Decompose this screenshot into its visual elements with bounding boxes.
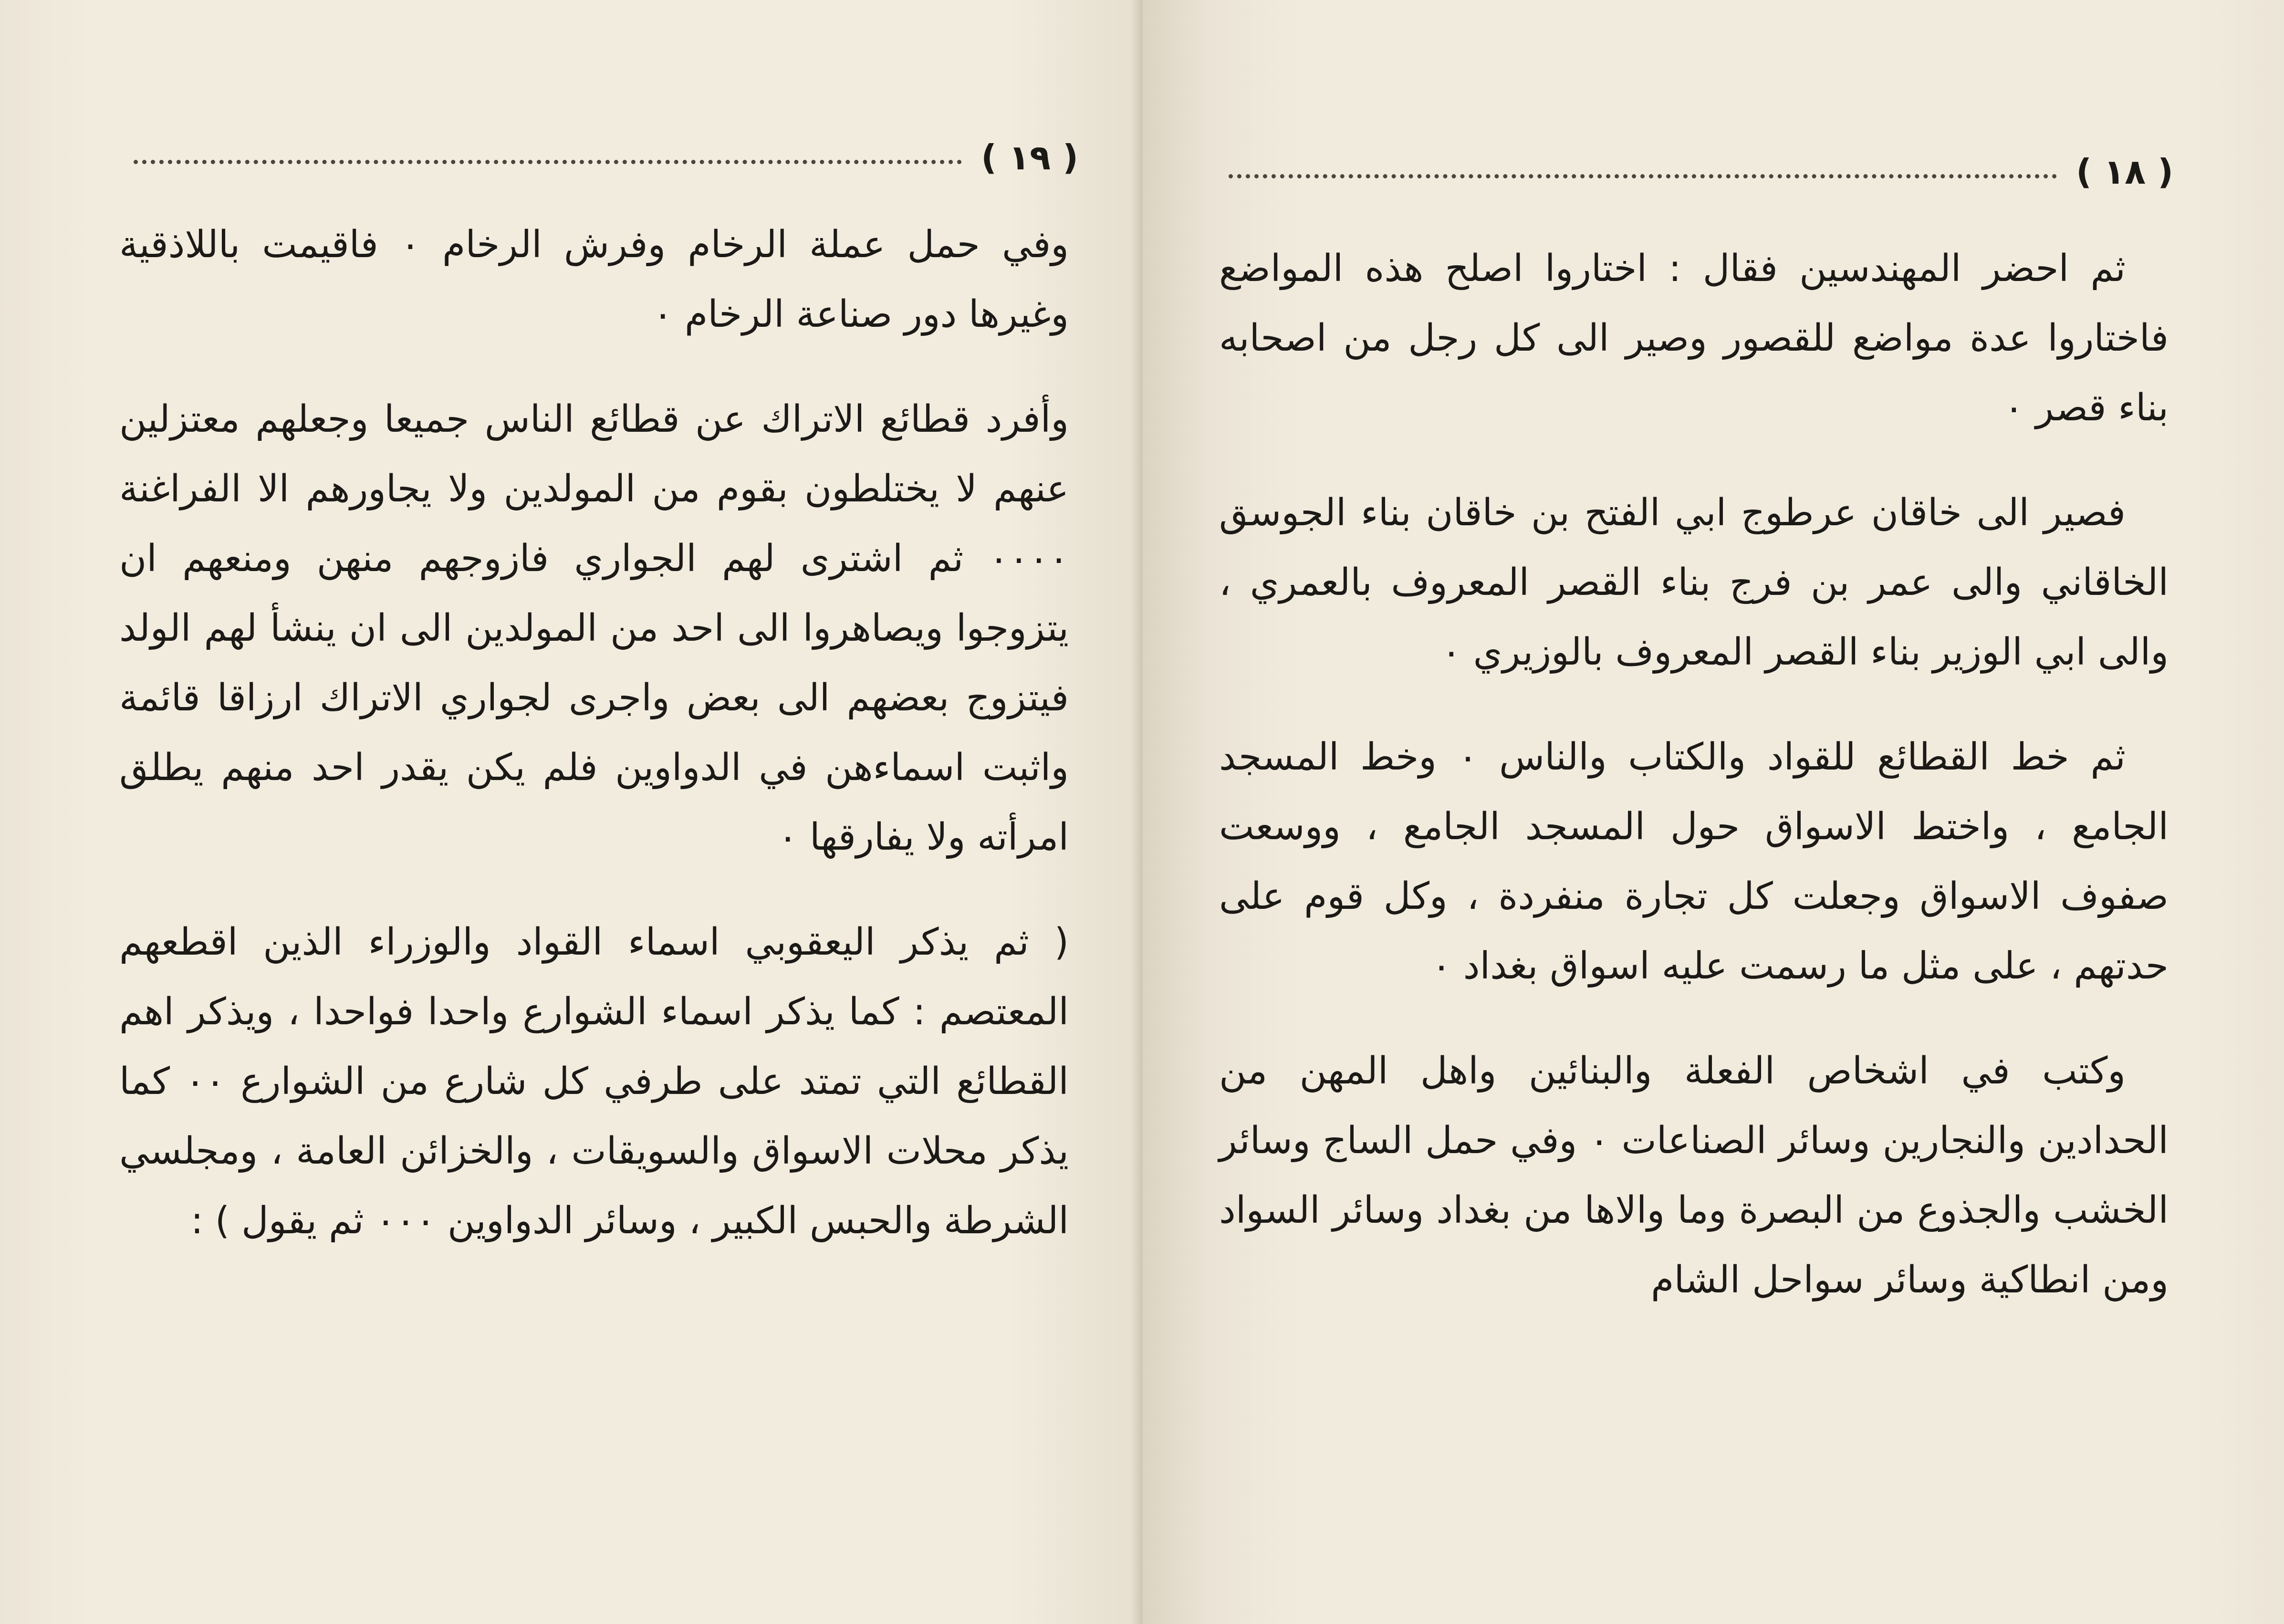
paragraph: وفي حمل عملة الرخام وفرش الرخام ٠ فاقيمت باللاذقية وغيرها دور صناعة الرخام ٠ [119,223,1069,336]
paragraph: وكتب في اشخاص الفعلة والبنائين واهل المهن من الحدادين والنجارين وسائر الصناعات ٠ وفي حمل الساج وسائر الخشب والجذوع من البصرة وما والاها من بغداد وسائر السواد ومن انطاكية وسائر سواحل الشام [1219,1050,2169,1301]
header-dotted-rule [1229,174,2057,178]
header-dotted-rule [134,160,962,164]
paragraph: ثم خط القطائع للقواد والكتاب والناس ٠ وخط المسجد الجامع ، واختط الاسواق حول المسجد الجامع ، ووسعت صفوف الاسواق وجعلت كل تجارة منفردة ، وكل قوم على حدتهم ، على مثل ما رسمت عليه اسواق بغداد ٠ [1219,736,2169,988]
right-page-text [1219,234,2169,1315]
paragraph: ( ثم يذكر اليعقوبي اسماء القواد والوزراء الذين اقطعهم المعتصم : كما يذكر اسماء الشوارع واحدا فواحدا ، ويذكر اهم القطائع التي تمتد على طرفي كل شارع من الشوارع ٠٠ كما يذكر محلات الاسواق والسويقات ، والخزائن العامة ، ومجلسي الشرطة والحبس الكبير ، وسائر الدواوين ٠٠٠ ثم يقول ) : [119,921,1069,1242]
paragraph: ثم احضر المهندسين فقال : اختاروا اصلح هذه المواضع فاختاروا عدة مواضع للقصور وصير الى كل رجل من اصحابه بناء قصر ٠ [1219,247,2169,429]
paragraph: وأفرد قطائع الاتراك عن قطائع الناس جميعا وجعلهم معتزلين عنهم لا يختلطون بقوم من المولدين ولا يجاورهم الا الفراغنة ٠٠٠٠ ثم اشترى لهم الجواري فازوجهم منهن ومنعهم ان يتزوجوا ويصاهروا الى احد من المولدين الى ان ينشأ لهم الولد فيتزوج بعضهم الى بعض واجرى لجواري الاتراك ارزاقا قائمة واثبت اسماءهن في الدواوين فلم يكن يقدر احد منهم يطلق امرأته ولا يفارقها ٠ [119,398,1069,859]
left-page-text [119,210,1069,1256]
right-page-header [1210,143,2173,200]
left-page-number: ( ١٩ ) [981,137,1078,177]
right-page-number: ( ١٨ ) [2076,152,2173,192]
right-page [1143,0,2284,1624]
left-page-header [115,129,1078,186]
paragraph: فصير الى خاقان عرطوج ابي الفتح بن خاقان بناء الجوسق الخاقاني والى عمر بن فرج بناء القصر المعروف بالعمري ، والى ابي الوزير بناء القصر المعروف بالوزيري ٠ [1219,491,2169,674]
